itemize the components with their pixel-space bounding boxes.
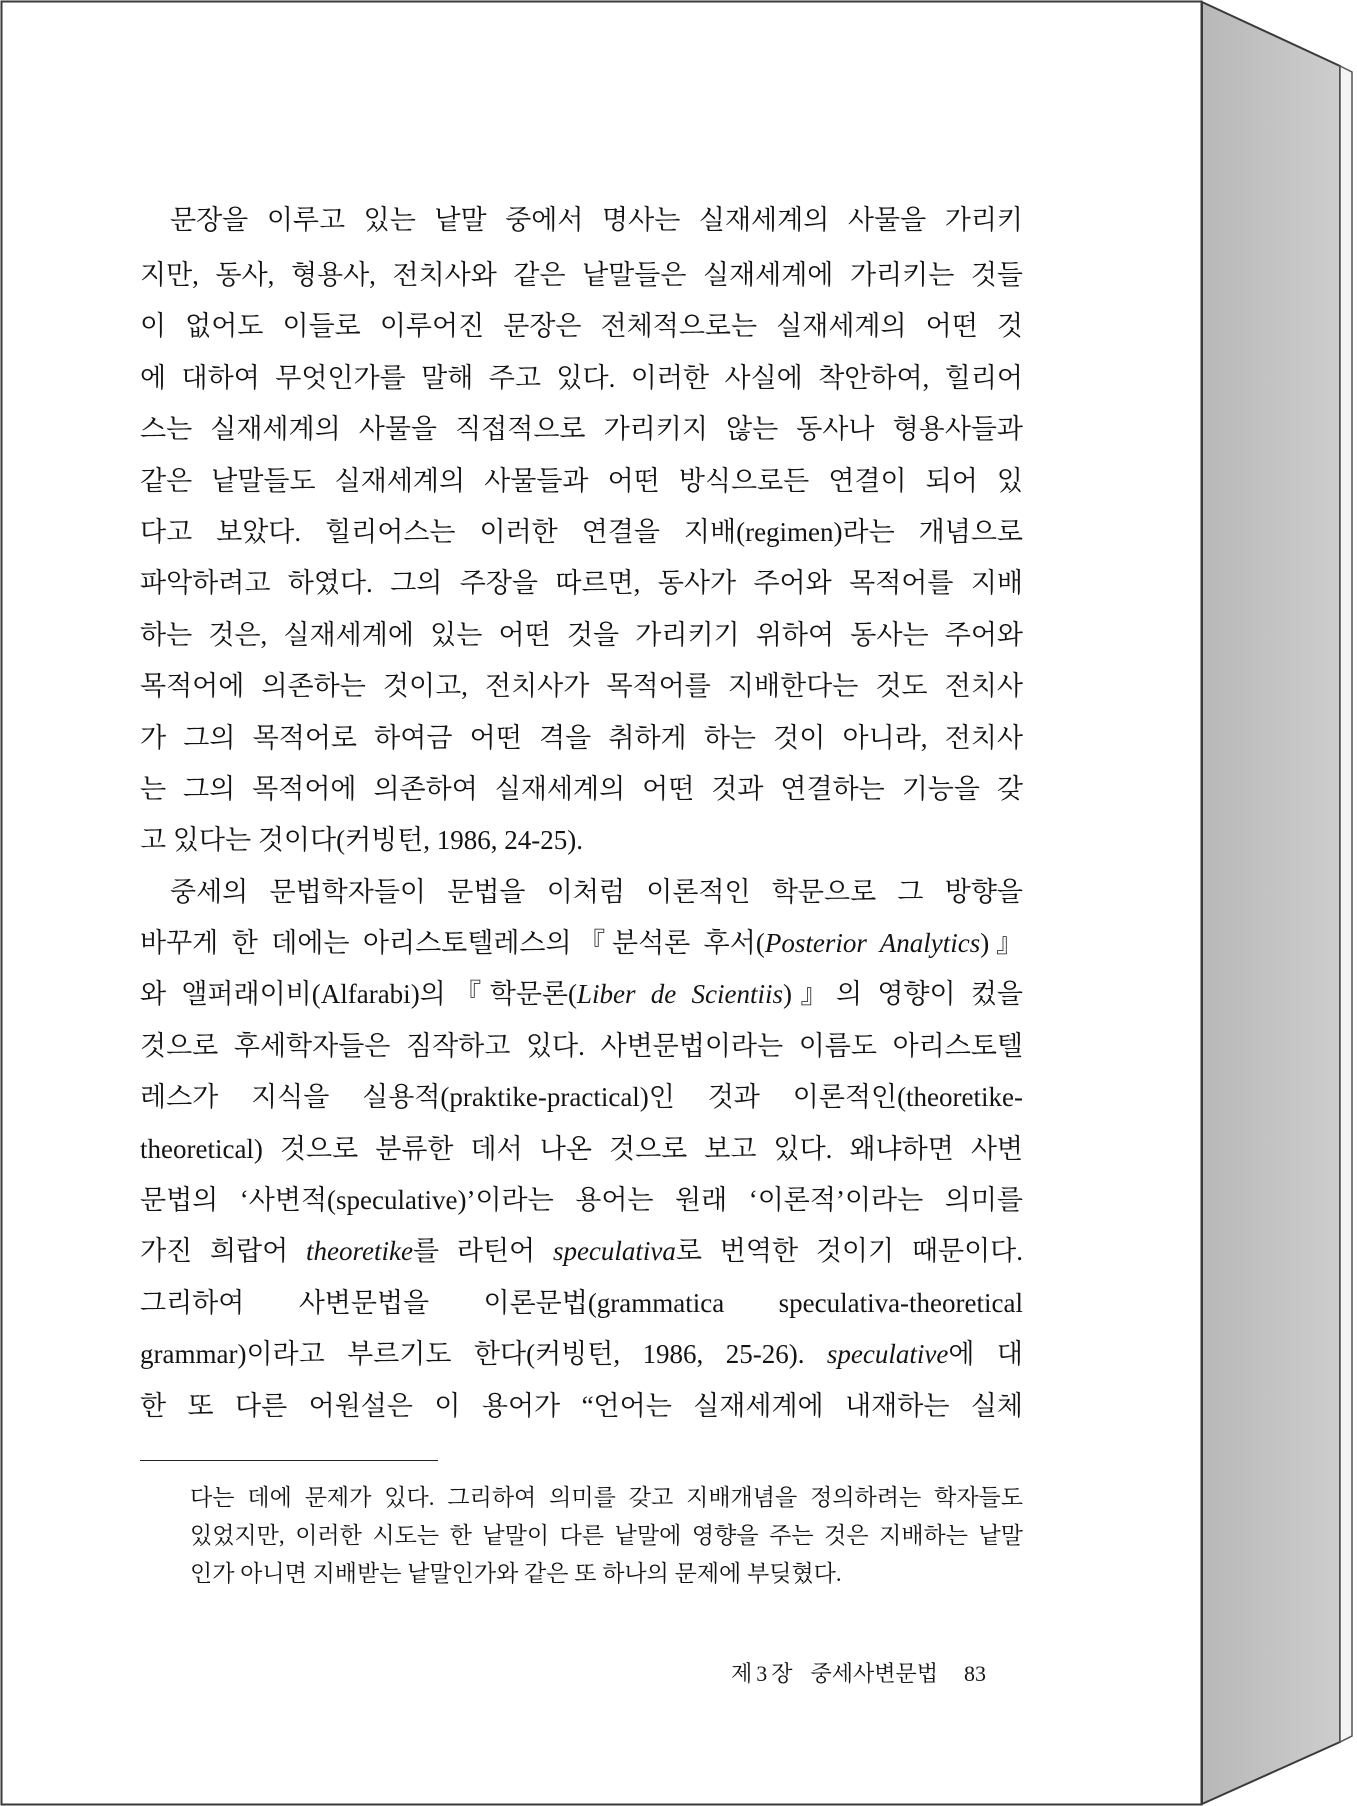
foreign-term-italic: speculativa [552,1236,676,1267]
body-line: 한 또 다른 어원설은 이 용어가 “언어는 실재세계에 내재하는 실체 [140,1390,1023,1421]
body-line-text: grammar)이라고 부르기도 한다(커빙턴, 1986, 25-26). [140,1339,827,1370]
chapter-title: 중세사변문법 [810,1661,939,1686]
body-line-text: 를 라틴어 [412,1236,553,1267]
footnote-line: 다는 데에 문제가 있다. 그리하여 의미를 갖고 지배개념을 정의하려는 학자들도 [190,1485,1023,1510]
body-line: 이 없어도 이들로 이루어진 문장은 전체적으로는 실재세계의 어떤 것 [140,311,1023,342]
body-line: 같은 낱말들도 실재세계의 사물들과 어떤 방식으로든 연결이 되어 있 [140,465,1023,496]
body-line: 고 있다는 것이다(커빙턴, 1986, 24-25). [140,825,584,856]
body-line: 문법의 ‘사변적(speculative)’이라는 용어는 원래 ‘이론적’이라는 의미를 [140,1185,1023,1216]
body-line: 중세의 문법학자들이 문법을 이처럼 이론적인 학문으로 그 방향을 [170,876,1023,907]
running-footer [731,1656,986,1692]
foreign-term-italic: speculative [826,1339,949,1370]
book-title-italic: Liber de Scientiis [577,979,783,1010]
body-line [140,969,1023,1020]
chapter-label: 제3장 [731,1661,797,1686]
page-stack-edge [1202,2,1340,1804]
body-line: 레스가 지식을 실용적(praktike-practical)인 것과 이론적인(theoretike- [140,1082,1023,1113]
body-line: 지만, 동사, 형용사, 전치사와 같은 낱말들은 실재세계에 가리키는 것들 [140,260,1023,290]
footnote-separator [140,1460,438,1461]
page-stack-highlight [1340,66,1352,1742]
book-title-italic: Posterior Analytics [764,928,981,959]
body-line: theoretical) 것으로 분류한 데서 나온 것으로 보고 있다. 왜냐하면 사변 [140,1133,1023,1164]
body-line-text: 에 대 [948,1339,1023,1370]
body-line-text: )』의 영향이 컸을 [783,979,1023,1010]
page-number: 83 [964,1661,987,1686]
body-line [140,1329,1023,1380]
body-line-text: 로 번역한 것이기 때문이다. [675,1236,1023,1267]
footnote [190,1479,1023,1593]
body-line: 문장을 이루고 있는 낱말 중에서 명사는 실재세계의 사물을 가리키 [170,205,1023,235]
body-text [140,190,1023,1432]
body-line-text: )』 [980,928,1023,959]
body-line: 가 그의 목적어로 하여금 어떤 격을 취하게 하는 것이 아니라, 전치사 [140,722,1023,753]
body-line [140,918,1023,969]
body-line [140,1226,1023,1277]
footnote-line: 있었지만, 이러한 시도는 한 낱말이 다른 낱말에 영향을 주는 것은 지배하는 낱말 [190,1523,1023,1548]
body-line: 하는 것은, 실재세계에 있는 어떤 것을 가리키기 위하여 동사는 주어와 [140,619,1023,650]
body-line: 것으로 후세학자들은 짐작하고 있다. 사변문법이라는 이름도 아리스토텔 [140,1030,1023,1061]
body-line-text: 바꾸게 한 데에는 아리스토텔레스의『분석론 후서( [140,928,765,959]
body-line: 에 대하여 무엇인가를 말해 주고 있다. 이러한 사실에 착안하여, 힐리어 [140,362,1023,393]
footnote-line: 인가 아니면 지배받는 낱말인가와 같은 또 하나의 문제에 부딪혔다. [190,1561,842,1586]
body-line: 는 그의 목적어에 의존하여 실재세계의 어떤 것과 연결하는 기능을 갖 [140,773,1023,804]
body-line: 다고 보았다. 힐리어스는 이러한 연결을 지배(regimen)라는 개념으로 [140,516,1023,547]
foreign-term-italic: theoretike [306,1236,413,1267]
body-line: 파악하려고 하였다. 그의 주장을 따르면, 동사가 주어와 목적어를 지배 [140,568,1023,599]
body-line-text: 가진 희랍어 [140,1236,307,1267]
body-line: 그리하여 사변문법을 이론문법(grammatica speculativa-theoretical [140,1287,1023,1318]
body-line: 목적어에 의존하는 것이고, 전치사가 목적어를 지배한다는 것도 전치사 [140,671,1023,702]
body-line: 스는 실재세계의 사물을 직접적으로 가리키지 않는 동사나 형용사들과 [140,414,1023,445]
body-line-text: 와 앨퍼래이비(Alfarabi)의『학문론( [140,979,578,1010]
